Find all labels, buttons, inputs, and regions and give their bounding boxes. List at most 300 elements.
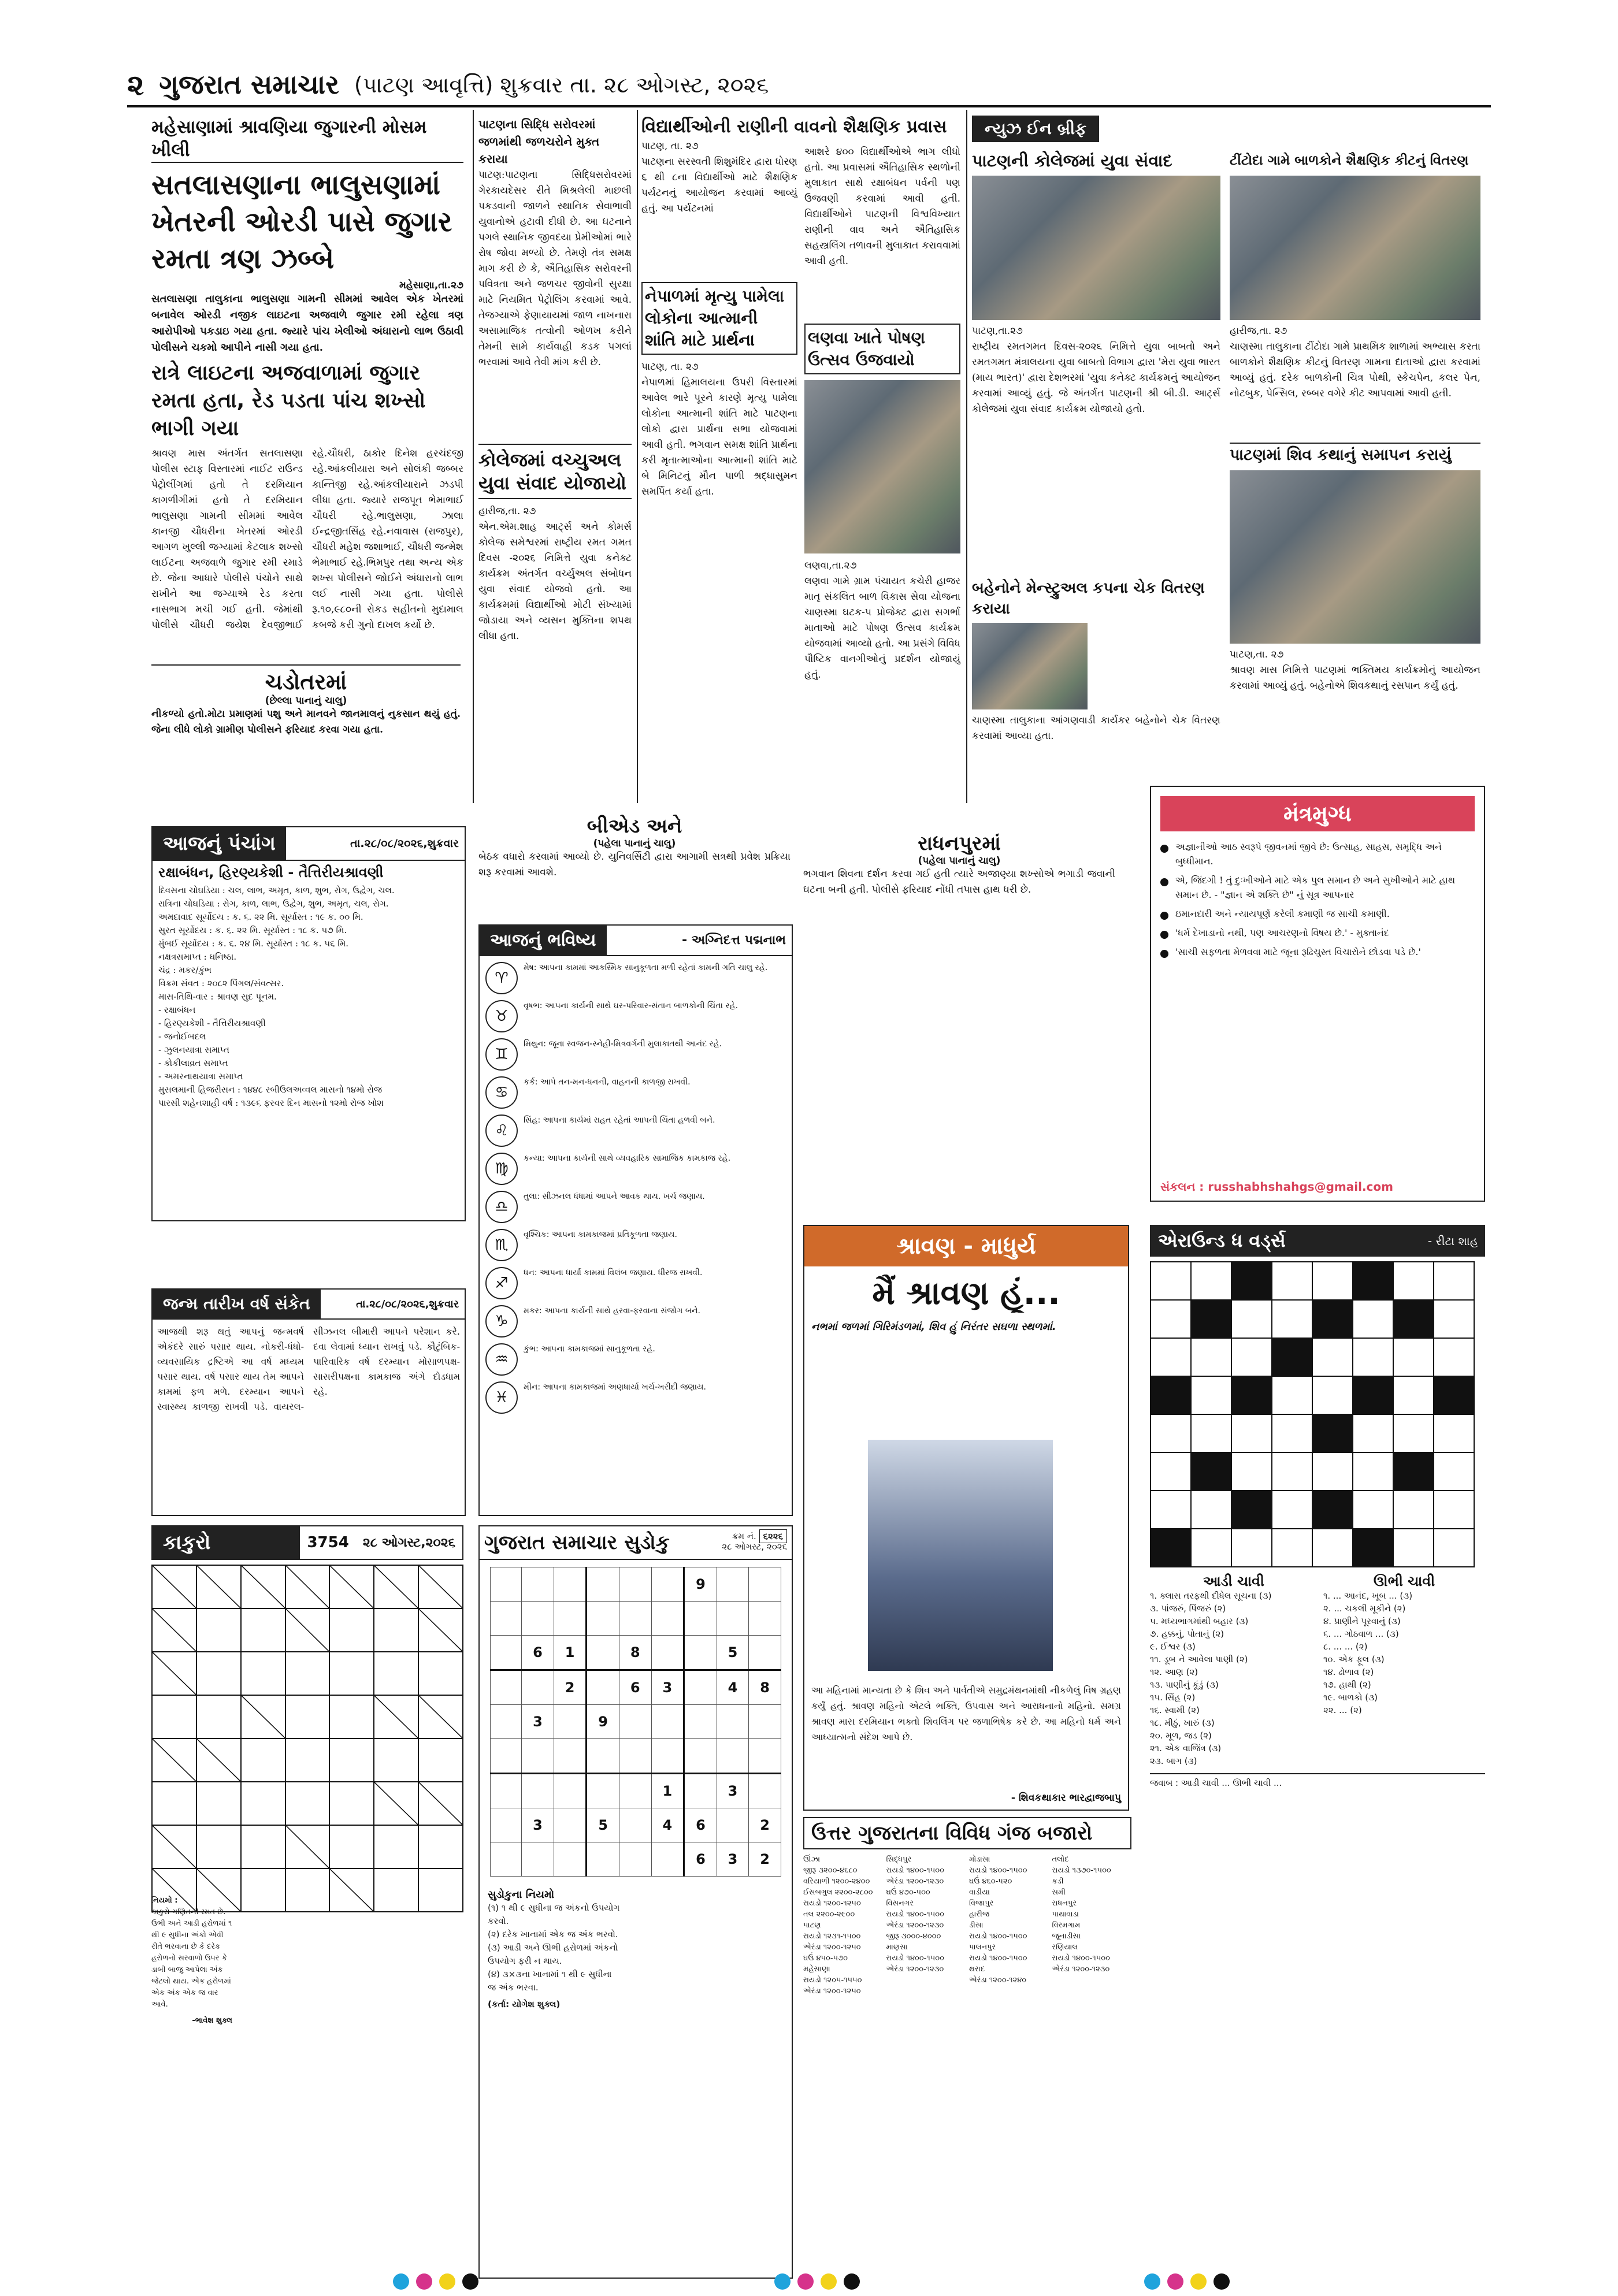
sudoku-cell[interactable] — [684, 1636, 717, 1670]
sudoku-cell[interactable] — [684, 1705, 717, 1739]
zodiac-row — [485, 1267, 786, 1299]
kakuro-cell[interactable] — [285, 1695, 330, 1738]
kakuro-clue-cell — [152, 1825, 196, 1868]
cw-cell[interactable] — [1272, 1414, 1312, 1452]
kakuro-cell[interactable] — [241, 1652, 285, 1695]
cw-cell[interactable] — [1393, 1491, 1434, 1529]
cw-cell[interactable] — [1434, 1529, 1474, 1567]
kakuro-cell[interactable] — [241, 1738, 285, 1782]
cw-cell[interactable] — [1312, 1338, 1353, 1376]
cw-cell[interactable] — [1151, 1262, 1191, 1300]
cw-block — [1231, 1262, 1272, 1300]
body2: લણવા,તા.૨૭ લણવા ગામે ગ્રામ પંચાયત કચેરી હાજર માતૃ સંકલિત બાળ વિકાસ સેવા યોજના ચાણસ્મા ઘટક-૫ પ્રોજેક્ટ દ્વારા સગર્ભા માતાઓ માટે પોષણ ઉત્સવ કાર્યક્રમ યોજવામાં આવ્યો હતો. આ પ્રસંગે વિવિધ પૌષ્ટિક વાનગીઓનું પ્રદર્શન યોજાયું હતું. — [804, 560, 960, 681]
cw-cell[interactable] — [1151, 1491, 1191, 1529]
sudoku-cell[interactable]: 9 — [684, 1567, 717, 1602]
cw-cell[interactable] — [1191, 1414, 1231, 1452]
cw-cell[interactable] — [1151, 1338, 1191, 1376]
kakuro-cell[interactable] — [329, 1738, 374, 1782]
sudoku-cell[interactable] — [587, 1602, 619, 1636]
sudoku-cell[interactable] — [554, 1739, 587, 1774]
zodiac-text: વૃષભ: આપના કાર્યની સાથે ઘર-પરિવાર-સંતાન બાળકોની ચિંતા રહે. — [524, 1001, 739, 1010]
cw-block — [1353, 1529, 1393, 1567]
sudoku-cell[interactable] — [684, 1670, 717, 1705]
photo-cheque — [972, 623, 1088, 709]
cw-cell[interactable] — [1353, 1491, 1393, 1529]
kakuro-cell[interactable] — [418, 1868, 463, 1912]
headline2: પાટણમાં શિવ કથાનું સમાપન કરાયું — [1230, 443, 1480, 467]
cw-cell[interactable] — [1353, 1300, 1393, 1338]
cw-cell[interactable] — [1434, 1414, 1474, 1452]
zodiac-icon: ♑ — [485, 1305, 518, 1338]
zodiac-text: કન્યા: આપના કાર્યની સાથે વ્યવહારિક સામાજિક કામકાજ રહે. — [524, 1154, 731, 1163]
kakuro-author: -ભાવેશ શુક્લ — [192, 2016, 232, 2025]
page-number: ૨ — [127, 68, 144, 102]
sudoku-cell[interactable] — [619, 1842, 651, 1877]
kakuro-cell[interactable] — [418, 1652, 463, 1695]
sudoku-cell[interactable] — [619, 1739, 651, 1774]
story-chadotar — [151, 664, 461, 839]
sudoku-cell[interactable] — [522, 1842, 554, 1877]
zodiac-text: મકર: આપના કાર્યની સાથે હરવા-ફરવાના સંજોગ બને. — [524, 1306, 700, 1316]
cw-cell[interactable] — [1353, 1338, 1393, 1376]
sudoku-cell[interactable] — [491, 1636, 522, 1670]
zodiac-text: ધન: આપના ધાર્યા કામમાં વિલંબ જણાય. ધીરજ રાખવી. — [524, 1268, 703, 1277]
dateline: મહેસાણા,તા.૨૭ — [399, 280, 463, 291]
sudoku-cell[interactable] — [587, 1774, 619, 1808]
zodiac-text: તુલા: સીઝનલ ધંધામાં આપને આવક થાય. ખર્ચ જણાય. — [524, 1192, 705, 1201]
kakuro-clue-cell — [374, 1782, 418, 1825]
sudoku-cell[interactable] — [717, 1705, 749, 1739]
kakuro-cell[interactable] — [196, 1608, 241, 1652]
kakuro-clue-cell — [241, 1565, 285, 1608]
cw-cell[interactable] — [1151, 1452, 1191, 1491]
sudoku-cell[interactable] — [587, 1670, 619, 1705]
sudoku-cell[interactable] — [619, 1705, 651, 1739]
mantra-list — [1160, 839, 1475, 959]
sudoku-cell[interactable] — [587, 1567, 619, 1602]
kakuro-cell[interactable] — [285, 1868, 330, 1912]
sudoku-cell[interactable] — [749, 1705, 781, 1739]
zodiac-icon: ♏ — [485, 1229, 518, 1261]
cw-cell[interactable] — [1393, 1376, 1434, 1414]
kakuro-clue-cell — [329, 1868, 374, 1912]
body: પાટણ, તા. ૨૭ પાટણના સરસ્વતી શિશુમંદિર દ્વારા ધોરણ ૬ થી ૮ના વિદ્યાર્થીઓ માટે શૈક્ષણિક પર્યટનનું આયોજન કરવામાં આવ્યું હતું. આ પર્યટનમાં — [641, 140, 797, 214]
body2: પાટણ, તા. ૨૭ નેપાળમાં હિમાલયના ઉપરી વિસ્તારમાં આવેલ ભારે પૂરને કારણે મૃત્યુ પામેલા લોકોના આત્માની શાંતિ માટે પાટણના લોકો દ્વારા પ્રાર્થના સભા યોજવામાં આવી હતી. ભગવાન સમક્ષ શાંતિ પ્રાર્થના કરી મૃતાત્માઓના આત્માની શાંતિ માટે બે મિનિટનું મૌન પાળી શ્રદ્ધાસુમન સમર્પિત કર્યા હતા. — [641, 361, 797, 497]
photo-college — [972, 176, 1220, 320]
bhavishya-box — [478, 924, 793, 1516]
kakuro-cell[interactable] — [374, 1738, 418, 1782]
sudoku-cell[interactable] — [749, 1602, 781, 1636]
cw-cell[interactable] — [1231, 1414, 1272, 1452]
cw-cell[interactable] — [1231, 1452, 1272, 1491]
body: હારીજ,તા. ૨૭ ચાણસ્મા તાલુકાના ટીંટોદા ગામે પ્રાથમિક શાળામાં અભ્યાસ કરતા બાળકોને શૈક્ષણિક કીટનું વિતરણ ગામના દાતાઓ દ્વારા કરવામાં આવ્યું હતું. દરેક બાળકોની ચિત્ર પોથી, સ્કેચપેન, કલર પેન, નોટબુક, પેન્સિલ, રબ્બર વગેરે કીટ આપવામાં આવી હતી. — [1230, 325, 1480, 399]
reg-mark-yellow — [1190, 2273, 1207, 2290]
kakuro-cell[interactable] — [152, 1782, 196, 1825]
cw-cell[interactable] — [1434, 1300, 1474, 1338]
kakuro-cell[interactable] — [329, 1695, 374, 1738]
cw-cell[interactable] — [1191, 1376, 1231, 1414]
sudoku-cell[interactable] — [619, 1602, 651, 1636]
zodiac-text: મિથુન: જૂના સ્વજન-સ્નેહી-મિત્રવર્ગની મુલાકાતથી આનંદ રહે. — [524, 1039, 722, 1049]
sudoku-cell[interactable] — [651, 1739, 684, 1774]
panchang-body: દિવસના ચોઘડિયા : ચલ, લાભ, અમૃત, કાળ, શુભ, રોગ, ઉદ્વેગ, ચલ. રાત્રિના ચોઘડિયા : રોગ, કાળ, લાભ, ઉદ્વેગ, શુભ, અમૃત, ચલ, રોગ. અમદાવાદ સૂર્યોદય : ક. ૬. ૨૨ મિ. સૂર્યાસ્ત : ૧૯ ક. ૦૦ મિ. સુરત સૂર્યોદય : ક. ૬. ૨૨ મિ. સૂર્યાસ્ત : ૧૮ ક. ૫૭ મિ. મુંબઈ સૂર્યોદય : ક. ૬. ૨૪ મિ. સૂર્યાસ્ત : ૧૮ ક. ૫૬ મિ. નક્ષત્રસમાપ્ત : ઘનિષ્ઠા. ચંદ્ર : મકર/કુંભ વિક્રમ સંવત : ૨૦૮૨ પિંગલ/સંવત્સર. માસ-તિથિ-વાર : શ્રાવણ સુદ પૂનમ. - રક્ષાબંધન - હિરણ્યકેશી - તૈત્તિરીયશ્રાવણી - જનોઈબદલ - ઝુલનયાત્રા સમાપ્ત - કોકીલાવ્રત સમાપ્ત - અમરનાથયાત્રા સમાપ્ત મુસલમાની હિજરીસન : ૧૪૪૮ રબીઉલઅવ્વલ માસનો ૧૪મો રોજ પારસી શહેનશાહી વર્ષ : ૧૩૯૬ ફરવર દિન માસનો ૧૨મો રોજ ખોશ — [158, 885, 395, 1108]
cw-cell[interactable] — [1312, 1376, 1353, 1414]
sudoku-cell[interactable]: 6 — [684, 1842, 717, 1877]
cw-cell[interactable] — [1191, 1338, 1231, 1376]
sudoku-cell[interactable]: 2 — [749, 1808, 781, 1842]
kakuro-label: કાકુરો — [153, 1526, 300, 1559]
sudoku-cell[interactable] — [522, 1739, 554, 1774]
janma-box — [151, 1288, 466, 1516]
cw-across: ૧. ક્લાસ તરફથી દીધેલ સૂચના (૩) ૩. પાંજરું, પિંજરું (૨) ૫. મધ્યભાગમાંથી બહાર (૩) ૭. હક્કનું, પોતાનું (૨) ૯. ઈશ્વર (૩) ૧૧. ડૂબ ને આવેલા પાણી (૨) ૧૨. આણ (૨) ૧૩. પાણીનું કૂંડું (૩) ૧૫. સિંહ (૨) ૧૬. સ્વામી (૨) ૧૮. મીઠું, ખારું (૩) ૨૦. મૂળ, જડ (૨) ૨૧. એક વાજિંત્ર (૩) ૨૩. બાગ (૩) — [1150, 1591, 1272, 1766]
subhead: (પહેલા પાનાનું ચાલુ) — [593, 838, 676, 849]
paper-name: ગુજરાત સમાચાર — [159, 69, 339, 100]
cw-block — [1312, 1414, 1353, 1452]
kakuro-number: 3754 — [307, 1534, 349, 1551]
zodiac-row — [485, 1229, 786, 1261]
kakuro-cell[interactable] — [418, 1825, 463, 1868]
zodiac-icon: ♌ — [485, 1114, 518, 1147]
sudoku-cell[interactable]: 6 — [619, 1670, 651, 1705]
subheadline: નેપાળમાં મૃત્યુ પામેલા લોકોના આત્માની શાંતિ માટે પ્રાર્થના — [641, 282, 797, 355]
cw-cell[interactable] — [1312, 1529, 1353, 1567]
sudoku-cell[interactable] — [491, 1739, 522, 1774]
headline: ચડોતરમાં — [265, 669, 347, 694]
kakuro-cell[interactable] — [374, 1868, 418, 1912]
kakuro-cell[interactable] — [418, 1738, 463, 1782]
story-jugar — [151, 116, 463, 746]
headline: પાટણની કોલેજમાં યુવા સંવાદ — [972, 151, 1172, 170]
kakuro-clue-cell — [374, 1695, 418, 1738]
sudoku-title: ગુજરાત સમાચાર સુડોકુ — [484, 1531, 670, 1554]
news-in-brief — [972, 116, 1480, 142]
kakuro-clue-cell — [196, 1565, 241, 1608]
kakuro-cell[interactable] — [196, 1782, 241, 1825]
shravan-author: - શિવકથાકાર ભારદ્વાજબાપુ — [1011, 1792, 1121, 1804]
sudoku-cell[interactable]: 3 — [522, 1705, 554, 1739]
sudoku-cell[interactable] — [749, 1774, 781, 1808]
cw-cell[interactable] — [1434, 1491, 1474, 1529]
sudoku-cell[interactable]: 6 — [522, 1636, 554, 1670]
cw-cell[interactable] — [1312, 1262, 1353, 1300]
cw-cell[interactable] — [1434, 1452, 1474, 1491]
kakuro-cell[interactable] — [374, 1608, 418, 1652]
kakuro-clue-cell — [152, 1565, 196, 1608]
mantra-item: અજ્ઞાનીઓ આઠ સ્વરૂપે જીવનમાં જીવે છે: ઉત્સાહ, સાહસ, સમૃદ્ધિ અને બુધ્ધીમાન. — [1160, 839, 1475, 868]
sudoku-cell[interactable] — [717, 1739, 749, 1774]
sudoku-cell[interactable] — [554, 1705, 587, 1739]
kakuro-cell[interactable] — [241, 1868, 285, 1912]
cw-cell[interactable] — [1231, 1338, 1272, 1376]
kakuro-clue-cell — [329, 1565, 374, 1608]
reg-mark-magenta — [416, 2273, 432, 2290]
kakuro-cell[interactable] — [285, 1652, 330, 1695]
bhavishya-author: - અગ્નિદત્ત પદ્મનાભ — [682, 933, 786, 948]
cw-cell[interactable] — [1151, 1414, 1191, 1452]
sudoku-cell[interactable] — [554, 1774, 587, 1808]
sudoku-cell[interactable] — [619, 1808, 651, 1842]
panchang-box — [151, 826, 466, 1221]
headline2: બહેનોને મેન્સ્ટ્રુઅલ કપના ચેક વિતરણ કરાયા — [972, 579, 1205, 618]
zodiac-icon: ♋ — [485, 1076, 518, 1109]
bhavishya-title: આજનું ભવિષ્ય — [480, 926, 607, 955]
kakuro-cell[interactable] — [196, 1695, 241, 1738]
shravan-title: મૈં શ્રાવણ હૂં... — [872, 1275, 1060, 1312]
kakuro-cell[interactable] — [241, 1825, 285, 1868]
kakuro-cell[interactable] — [329, 1608, 374, 1652]
sudoku-cell[interactable]: 1 — [651, 1774, 684, 1808]
kakuro-clue-cell — [196, 1738, 241, 1782]
zodiac-text: મેષ: આપના કામમાં આકસ્મિક સાનુકૂળતા મળી રહેતાં કામની ગતિ ચાલુ રહે. — [524, 963, 768, 972]
cw-cell[interactable] — [1393, 1338, 1434, 1376]
sudoku-cell[interactable] — [491, 1567, 522, 1602]
body2: પાટણ,તા. ૨૭ શ્રાવણ માસ નિમિત્તે પાટણમાં ભક્તિમય કાર્યક્રમોનું આયોજન કરવામાં આવ્યું હતું. બહેનોએ શિવકથાનું રસપાન કર્યું હતું. — [1230, 649, 1480, 692]
cw-cell[interactable] — [1353, 1414, 1393, 1452]
cw-answers: જવાબ : આડી ચાવી ... ઊભી ચાવી ... — [1150, 1773, 1485, 1788]
sudoku-cell[interactable]: 1 — [554, 1636, 587, 1670]
sudoku-cell[interactable]: 3 — [651, 1670, 684, 1705]
kakuro-cell[interactable] — [285, 1738, 330, 1782]
sudoku-cell[interactable] — [717, 1602, 749, 1636]
kakuro-clue-cell — [152, 1652, 196, 1695]
cw-block — [1393, 1452, 1434, 1491]
cw-cell[interactable] — [1393, 1414, 1434, 1452]
edition-date: (પાટણ આવૃત્તિ) શુક્રવાર તા. ૨૮ ઓગસ્ટ, ૨૦૨૬ — [354, 72, 769, 98]
market-columns — [803, 1854, 1127, 2258]
kakuro-clue-cell — [285, 1565, 330, 1608]
mantra-title: મંત્રમુગ્ધ — [1160, 796, 1475, 831]
crossword-box — [1150, 1225, 1485, 2276]
sudoku-cell[interactable]: 4 — [651, 1808, 684, 1842]
janma-title: જન્મ તારીખ વર્ષ સંકેત — [153, 1290, 321, 1318]
sudoku-cell[interactable] — [619, 1567, 651, 1602]
sudoku-cell[interactable]: 3 — [717, 1774, 749, 1808]
reg-mark-black — [462, 2273, 478, 2290]
kakuro-cell[interactable] — [241, 1608, 285, 1652]
body: ભગવાન શિવના દર્શન કરવા ગઈ હતી ત્યારે અજાણ્યા શખ્સોએ ભગાડી જવાની ઘટના બની હતી. પોલીસે ફરિયાદ નોંધી તપાસ હાથ ધરી છે. — [803, 868, 1115, 896]
story-college — [972, 149, 1220, 800]
crossword-grid[interactable] — [1150, 1261, 1485, 1567]
kakuro-clue-cell — [374, 1565, 418, 1608]
sudoku-cell[interactable] — [554, 1808, 587, 1842]
sudoku-cell[interactable]: 2 — [554, 1670, 587, 1705]
sudoku-cell[interactable] — [651, 1567, 684, 1602]
sudoku-cell[interactable] — [522, 1774, 554, 1808]
zodiac-row — [485, 1343, 786, 1376]
zodiac-row — [485, 1381, 786, 1414]
kakuro-grid[interactable] — [151, 1565, 463, 1912]
sudoku-cell[interactable] — [587, 1842, 619, 1877]
cw-cell[interactable] — [1272, 1529, 1312, 1567]
cw-cell[interactable] — [1272, 1376, 1312, 1414]
cw-cell[interactable] — [1191, 1529, 1231, 1567]
panchang-sub: રક્ષાબંધન, હિરણ્યકેશી - તૈત્તિરીયશ્રાવણી — [158, 864, 384, 880]
shravan-box — [803, 1225, 1129, 1811]
sudoku-cell[interactable] — [491, 1842, 522, 1877]
sudoku-cell[interactable] — [491, 1705, 522, 1739]
zodiac-icon: ♓ — [485, 1381, 518, 1414]
sudoku-cell[interactable] — [717, 1567, 749, 1602]
cw-title: એરાઉન્ડ ધ વર્ડ્સ — [1158, 1229, 1286, 1251]
reg-mark-magenta — [797, 2273, 814, 2290]
sudoku-cell[interactable]: 8 — [749, 1670, 781, 1705]
kakuro-cell[interactable] — [329, 1825, 374, 1868]
cw-cell[interactable] — [1312, 1452, 1353, 1491]
reg-mark-cyan — [1144, 2273, 1160, 2290]
sudoku-cell[interactable]: 6 — [684, 1808, 717, 1842]
mantra-item: ઇમાનદારી અને ન્યાયપૂર્ણ કરેલી કમાણી જ સાચી કમાણી. — [1160, 906, 1475, 921]
market-column: ઊંઝા જીરૂ ૩૨૦૦-૪૬૮૦ વરિયાળી ૧૨૦૦-૨૪૦૦ ઈસબગુલ ૨૨૦૦-૨૮૦૦ રાયડો ૧૨૦૦-૧૨૫૦ તલ ૨૨૦૦-૨૯૦૦ પાટણ રાયડો ૧૨૩૧-૧૫૦૦ એરંડા ૧૨૦૦-૧૨૫૦ ઘઉં ૪૫૦-૫૭૦ મહેસાણા રાયડો ૧૨૦૫-૧૫૫૦ એરંડા ૧૨૦૦-૧૨૫૦ — [803, 1855, 873, 1996]
cw-cell[interactable] — [1393, 1529, 1434, 1567]
zodiac-text: સિંહ: આપના કાર્યમાં રાહત રહેતાં આપની ચિંતા હળવી બને. — [524, 1116, 715, 1125]
sudoku-number: ૬૨૨૬ — [759, 1529, 787, 1543]
kakuro-clue-cell — [241, 1695, 285, 1738]
sudoku-cell[interactable] — [522, 1602, 554, 1636]
body2: હારીજ,તા. ૨૭ એન.એમ.શાહ આર્ટ્સ અને કોમર્સ કોલેજ સમેશ્વરમાં રાષ્ટ્રીય રમત ગમત દિવસ -૨૦૨૬ નિમિત્તે યુવા કનેક્ટ કાર્યક્રમ અંતર્ગત વર્ચ્યુઅલ સંબોધન યુવા સંવાદ યોજવો હતો. આ કાર્યક્રમમાં વિદ્યાર્થીઓ મોટી સંખ્યામાં જોડાયા અને વ્યસન મુક્તિના શપથ લીધા હતા. — [478, 506, 632, 642]
subheadline: લણવા ખાતે પોષણ ઉત્સવ ઉજવાયો — [804, 324, 960, 374]
kakuro-cell[interactable] — [374, 1825, 418, 1868]
zodiac-row — [485, 1038, 786, 1071]
sudoku-cell[interactable] — [554, 1602, 587, 1636]
sudoku-cell[interactable] — [522, 1670, 554, 1705]
sudoku-cell[interactable] — [651, 1705, 684, 1739]
sudoku-cell[interactable]: 4 — [717, 1670, 749, 1705]
reg-mark-magenta — [1167, 2273, 1183, 2290]
cw-cell[interactable] — [1272, 1452, 1312, 1491]
cw-down: ૧. ... આનંદ, ખૂબ ... (૩) ૨. ... ચકલી મૂકીને (૨) ૪. પ્રાણીને પૂરવાનું (૩) ૬. ... ગોઠવાળ ... (૩) ૮. ... ... (૨) ૧૦. એક ફૂલ (૩) ૧૪. ઢોળાવ (૨) ૧૭. હાથી (૨) ૧૯. બાળકો (૩) ૨૨. ... (૨) — [1323, 1591, 1413, 1715]
sudoku-cell[interactable] — [749, 1567, 781, 1602]
cw-cell[interactable] — [1191, 1491, 1231, 1529]
mantra-item: એ, જિંદગી ! તું દુઃખીઓને માટે એક પુલ સમાન છે અને સુખીઓને માટે હાથ સમાન છે. - "જ્ઞાન એ શક્તિ છે" નું સૂત્ર આપનાર — [1160, 873, 1475, 902]
sudoku-cell[interactable] — [651, 1842, 684, 1877]
market-title: ઉત્તર ગુજરાતના વિવિધ ગંજ બજારો — [803, 1817, 1131, 1849]
sudoku-cell[interactable] — [491, 1808, 522, 1842]
sudoku-cell[interactable]: 5 — [717, 1636, 749, 1670]
kakuro-clue-cell — [285, 1608, 330, 1652]
zodiac-text: વૃશ્ચિક: આપના કામકાજમાં પ્રતિકૂળતા જણાય. — [524, 1230, 677, 1239]
sudoku-cell[interactable]: 5 — [587, 1808, 619, 1842]
headline: ટીંટોદા ગામે બાળકોને શૈક્ષણિક કીટનું વિતરણ — [1230, 153, 1469, 168]
sudoku-cell[interactable]: 3 — [717, 1842, 749, 1877]
cw-block — [1393, 1300, 1434, 1338]
cw-cell[interactable] — [1434, 1338, 1474, 1376]
sudoku-grid[interactable] — [480, 1560, 792, 1883]
sudoku-cell[interactable] — [651, 1602, 684, 1636]
zodiac-icon: ♐ — [485, 1267, 518, 1299]
shiva-image — [868, 1440, 1053, 1671]
body: નીકળ્યો હતો.મોટા પ્રમાણમાં પશુ અને માનવને જાનમાલનું નુકસાન થયું હતું. જેના લીધે લોકો ગ્રામીણ પોલીસને ફરિયાદ કરવા ગયા હતા. — [151, 708, 461, 735]
zodiac-icon: ♈ — [485, 962, 518, 994]
sudoku-cell[interactable] — [522, 1567, 554, 1602]
cw-block — [1191, 1300, 1231, 1338]
reg-mark-black — [1214, 2273, 1230, 2290]
cw-cell[interactable] — [1191, 1262, 1231, 1300]
cw-cell[interactable] — [1231, 1529, 1272, 1567]
kakuro-cell[interactable] — [329, 1782, 374, 1825]
kakuro-cell[interactable] — [285, 1782, 330, 1825]
cw-cell[interactable] — [1151, 1300, 1191, 1338]
sudoku-cell[interactable] — [684, 1774, 717, 1808]
sudoku-cell[interactable] — [587, 1636, 619, 1670]
zodiac-text: કુંભ: આપના કામકાજમાં સાનુકૂળતા રહે. — [524, 1344, 655, 1354]
zodiac-icon: ♎ — [485, 1191, 518, 1223]
reg-mark-black — [844, 2273, 860, 2290]
sudoku-cell[interactable] — [554, 1567, 587, 1602]
mantra-item: 'સાચી સફળતા મેળવવા માટે જૂના રૂઢિચુસ્ત વિચારોને છોડવા પડે છે.' — [1160, 945, 1475, 959]
kakuro-clue-cell — [418, 1782, 463, 1825]
kakuro-clue-cell — [152, 1738, 196, 1782]
sudoku-rules: સુડોકુના નિયમો (૧) ૧ થી ૯ સુધીના જ અંકનો ઉપયોગ કરવો. (૨) દરેક ખાનામાં એક જ અંક ભરવો. (૩) આડી અને ઊભી હરોળમાં અંકનો ઉપયોગ ફરી ન થાય. (૪) ૩×૩ના ખાનામાં ૧ થી ૯ સુધીના જ અંક ભરવા. (કર્તા: યોગેશ શુક્લ) — [488, 1889, 620, 2009]
sudoku-cell[interactable] — [619, 1774, 651, 1808]
sudoku-cell[interactable] — [684, 1739, 717, 1774]
cw-cell[interactable] — [1272, 1262, 1312, 1300]
cw-across-title: આડી ચાવી — [1203, 1573, 1264, 1589]
kakuro-cell[interactable] — [241, 1782, 285, 1825]
janma-body: આજથી શરૂ થતું આપનું જન્મવર્ષ એકંદરે સારું પસાર થાય. નોકરી-ધંધો-વ્યવસાયિક દ્રષ્ટિએ આ વર્ષ મધ્યમ પસાર થાય. વર્ષ પસાર થાય તેમ આપને કામમાં ફળ મળે. દરમ્યાન આપને સ્વાસ્થ્ય કાળજી રાખવી પડે. વાયરલ-સીઝનલ બીમારી આપને પરેશાન કરે. દવા લેવામાં ધ્યાન રાખવું પડે. કૌટુંબિક-પારિવારિક વર્ષ દરમ્યાન મોસાળપક્ષ-સાસરીપક્ષના કામકાજ અંગે દોડધામ રહે. — [157, 1326, 460, 1412]
reg-mark-cyan — [774, 2273, 791, 2290]
cw-cell[interactable] — [1393, 1262, 1434, 1300]
masthead — [127, 65, 1491, 105]
kakuro-cell[interactable] — [196, 1652, 241, 1695]
sudoku-cell[interactable] — [684, 1602, 717, 1636]
cw-cell[interactable] — [1231, 1300, 1272, 1338]
sudoku-cell[interactable] — [749, 1739, 781, 1774]
sudoku-cell[interactable] — [491, 1774, 522, 1808]
cw-cell[interactable] — [1434, 1262, 1474, 1300]
sudoku-cell[interactable] — [491, 1670, 522, 1705]
zodiac-row — [485, 962, 786, 994]
brief-tag: ન્યુઝ ઈન બ્રીફ — [972, 116, 1099, 142]
cw-author: - રીટા શાહ — [1427, 1234, 1478, 1248]
story-radhanpur — [803, 832, 1115, 971]
kakuro-cell[interactable] — [329, 1652, 374, 1695]
kakuro-clue-cell — [418, 1565, 463, 1608]
photo-kit — [1230, 176, 1480, 320]
headline: વિદ્યાર્થીઓની રાણીની વાવનો શૈક્ષણિક પ્રવાસ — [641, 117, 947, 137]
cw-block — [1231, 1376, 1272, 1414]
cw-block — [1312, 1491, 1353, 1529]
cw-cell[interactable] — [1353, 1452, 1393, 1491]
sudoku-cell[interactable] — [491, 1602, 522, 1636]
kakuro-cell[interactable] — [196, 1825, 241, 1868]
sudoku-cell[interactable] — [587, 1739, 619, 1774]
cw-block — [1434, 1376, 1474, 1414]
body2: ચાણસ્મા તાલુકાના આંગણવાડી કાર્યકર બહેનોને ચેક વિતરણ કરવામાં આવ્યા હતા. — [972, 715, 1220, 742]
sudoku-cell[interactable]: 2 — [749, 1842, 781, 1877]
kakuro-cell[interactable] — [152, 1695, 196, 1738]
shravan-verse: નભમાં જળમાં ગિરિમંડળમાં, શિવ હું નિરંતર સઘળા સ્થળમાં. — [811, 1321, 1056, 1333]
sudoku-cell[interactable] — [554, 1842, 587, 1877]
sudoku-cell[interactable]: 8 — [619, 1636, 651, 1670]
cw-cell[interactable] — [1272, 1300, 1312, 1338]
sudoku-cell[interactable] — [749, 1636, 781, 1670]
contact-email[interactable]: russhabhshahgs@gmail.com — [1208, 1180, 1393, 1194]
photo-shivkatha — [1230, 470, 1480, 644]
sudoku-cell[interactable] — [651, 1636, 684, 1670]
zodiac-row — [485, 1114, 786, 1147]
sudoku-cell[interactable]: 3 — [522, 1808, 554, 1842]
sudoku-cell[interactable]: 9 — [587, 1705, 619, 1739]
body: બેઠક વધારો કરવામાં આવ્યો છે. યુનિવર્સિટી દ્વારા આગામી સત્રથી પ્રવેશ પ્રક્રિયા શરૂ કરવામાં આવશે. — [478, 851, 791, 878]
sudoku-cell[interactable] — [717, 1808, 749, 1842]
kakuro-cell[interactable] — [374, 1652, 418, 1695]
cw-cell[interactable] — [1272, 1491, 1312, 1529]
panchang-title: આજનું પંચાંગ — [153, 827, 286, 860]
janma-date: તા.૨૮/૦૮/૨૦૨૬,શુક્રવાર — [356, 1298, 459, 1310]
market-column: તલોદ રાયડો ૧૩૭૦-૧૫૦૦ કડી સમી રાધનપુર પાથાવાડા વિરમગામ જૂનાડીસા રણિયાલ રાયડો ૧૪૦૦-૧૫૦૦ એરંડા ૧૨૦૦-૧૨૩૦ — [1052, 1855, 1111, 1974]
cw-block — [1151, 1529, 1191, 1567]
headline: રાધનપુરમાં — [918, 832, 1001, 855]
